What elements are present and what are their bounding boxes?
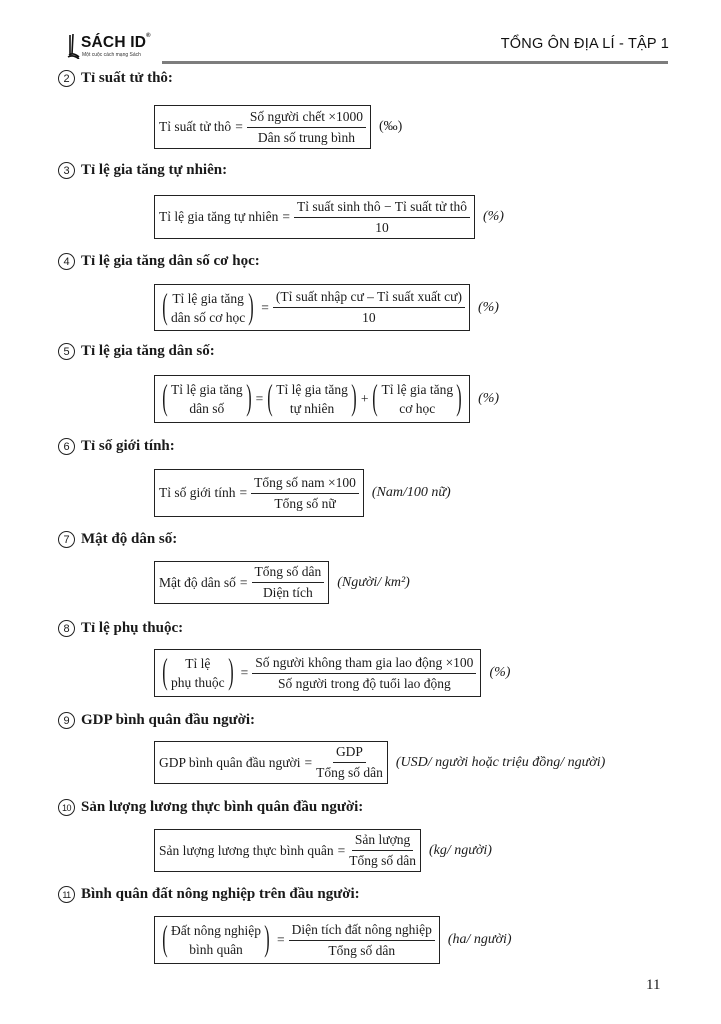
section-number: 5 bbox=[58, 343, 75, 360]
equals-sign: = bbox=[277, 932, 285, 947]
equals-sign: = bbox=[235, 119, 243, 134]
term-natural: ( Tỉ lệ gia tăng tự nhiên ) bbox=[267, 377, 357, 417]
numerator: Sản lượng bbox=[352, 832, 413, 851]
fraction bbox=[273, 289, 465, 326]
formula-lhs: Tỉ số giới tính bbox=[159, 485, 236, 500]
fraction bbox=[316, 744, 383, 781]
section-title: Bình quân đất nông nghiệp trên đầu người: bbox=[81, 886, 360, 902]
equals-sign: = bbox=[304, 754, 313, 770]
section-title: Tỉ lệ phụ thuộc: bbox=[81, 620, 184, 636]
term-line-1: Tỉ lệ gia tăng bbox=[381, 382, 454, 397]
numerator: Diện tích đất nông nghiệp bbox=[289, 922, 435, 941]
denominator: 10 bbox=[362, 310, 376, 325]
section-title: Tỉ lệ gia tăng dân số cơ học: bbox=[81, 253, 260, 269]
denominator: 10 bbox=[375, 219, 389, 235]
lhs-group: ( Tỉ lệ gia tăng dân số ) bbox=[162, 377, 252, 417]
fraction bbox=[247, 109, 366, 146]
unit-label: (%) bbox=[477, 299, 499, 315]
section-number: 10 bbox=[58, 799, 75, 816]
fraction bbox=[349, 832, 416, 869]
section-title: Sản lượng lương thực bình quân đầu người: bbox=[81, 799, 364, 815]
lhs-line-2: phụ thuộc bbox=[171, 675, 225, 690]
lhs-line-2: dân số bbox=[189, 401, 225, 416]
equals-sign: = bbox=[255, 391, 264, 406]
book-title: TỔNG ÔN ĐỊA LÍ - TẬP 1 bbox=[500, 36, 669, 52]
section-sex-ratio bbox=[58, 438, 175, 455]
book-logo-icon bbox=[66, 33, 80, 59]
section-natural-growth-rate bbox=[58, 162, 227, 179]
numerator: Số người không tham gia lao động ×100 bbox=[252, 655, 476, 674]
formula-population-density bbox=[154, 561, 410, 604]
numerator: Tổng số nam ×100 bbox=[251, 475, 359, 494]
formula-population-growth-rate bbox=[154, 375, 499, 423]
section-title: Tỉ suất tử thô: bbox=[81, 70, 173, 86]
lhs-group: ( Tỉ lệ gia tăng dân số cơ học ) bbox=[162, 285, 254, 326]
numerator: (Tỉ suất nhập cư – Tỉ suất xuất cư) bbox=[273, 289, 465, 308]
formula-natural-growth-rate bbox=[154, 195, 504, 239]
publisher-logo bbox=[66, 33, 166, 61]
section-dependency-ratio bbox=[58, 620, 183, 637]
term-line-2: tự nhiên bbox=[289, 401, 335, 416]
equals-sign: = bbox=[261, 299, 269, 315]
formula-dependency-ratio bbox=[154, 649, 510, 697]
header-divider bbox=[162, 61, 668, 64]
fraction bbox=[252, 564, 325, 601]
lhs-line-1: Tỉ lệ bbox=[185, 656, 211, 671]
formula-farmland-per-capita bbox=[154, 916, 512, 964]
numerator: Số người chết ×1000 bbox=[247, 109, 366, 128]
section-number: 7 bbox=[58, 531, 75, 548]
numerator: Tổng số dân bbox=[252, 564, 325, 583]
section-title: GDP bình quân đầu người: bbox=[81, 712, 256, 728]
denominator: Tổng số dân bbox=[316, 765, 383, 780]
brand-tagline: Một cuộc cách mạng Sách bbox=[82, 52, 141, 58]
plus-sign: + bbox=[360, 391, 369, 406]
section-crude-death-rate bbox=[58, 70, 173, 87]
section-food-output-per-capita bbox=[58, 799, 363, 816]
numerator: Tỉ suất sinh thô − Tỉ suất tử thô bbox=[294, 199, 470, 218]
fraction bbox=[252, 655, 476, 692]
formula-food-output-per-capita bbox=[154, 829, 492, 872]
lhs-line-2: bình quân bbox=[189, 942, 243, 957]
brand-name: SÁCH ID® bbox=[81, 33, 151, 51]
formula-migration-growth-rate bbox=[154, 284, 499, 331]
fraction bbox=[251, 475, 359, 512]
unit-label: (kg/ người) bbox=[428, 842, 492, 858]
formula-lhs: Mật độ dân số bbox=[159, 574, 236, 590]
lhs-line-1: Tỉ lệ gia tăng bbox=[171, 382, 243, 397]
term-migration: ( Tỉ lệ gia tăng cơ học ) bbox=[372, 377, 462, 417]
section-number: 9 bbox=[58, 712, 75, 729]
formula-lhs: Tỉ lệ gia tăng tự nhiên bbox=[159, 209, 279, 224]
formula-gdp-per-capita bbox=[154, 741, 605, 784]
fraction bbox=[289, 922, 435, 959]
unit-label: (ha/ người) bbox=[447, 932, 512, 947]
unit-label: (%) bbox=[482, 209, 504, 224]
section-number: 2 bbox=[58, 70, 75, 87]
section-number: 6 bbox=[58, 438, 75, 455]
numerator: GDP bbox=[333, 744, 366, 763]
equals-sign: = bbox=[239, 485, 248, 500]
section-population-density bbox=[58, 531, 177, 548]
denominator: Diện tích bbox=[262, 585, 313, 600]
equals-sign: = bbox=[282, 209, 291, 224]
denominator: Số người trong độ tuổi lao động bbox=[277, 675, 451, 691]
unit-label: (USD/ người hoặc triệu đồng/ người) bbox=[395, 754, 606, 770]
section-farmland-per-capita bbox=[58, 886, 360, 903]
section-population-growth-rate bbox=[58, 343, 215, 360]
section-number: 8 bbox=[58, 620, 75, 637]
fraction bbox=[294, 199, 470, 236]
equals-sign: = bbox=[240, 665, 249, 680]
lhs-group: ( Đất nông nghiệp bình quân ) bbox=[162, 918, 270, 958]
lhs-line-2: dân số cơ học bbox=[171, 309, 246, 325]
term-line-2: cơ học bbox=[399, 401, 436, 416]
formula-lhs: Tỉ suất tử thô bbox=[159, 119, 232, 134]
unit-label: (Người/ km²) bbox=[337, 574, 410, 590]
denominator: Tổng số nữ bbox=[274, 495, 336, 511]
page-number: 11 bbox=[646, 977, 661, 993]
equals-sign: = bbox=[239, 574, 248, 590]
section-title: Tỉ lệ gia tăng tự nhiên: bbox=[81, 162, 228, 178]
denominator: Tổng số dân bbox=[349, 853, 416, 868]
section-number: 3 bbox=[58, 162, 75, 179]
denominator: Dân số trung bình bbox=[257, 129, 355, 145]
section-number: 11 bbox=[58, 886, 75, 903]
section-title: Tỉ số giới tính: bbox=[81, 438, 175, 454]
formula-crude-death-rate bbox=[154, 105, 402, 149]
section-title: Mật độ dân số: bbox=[81, 531, 178, 547]
lhs-line-1: Tỉ lệ gia tăng bbox=[172, 290, 244, 306]
unit-label: (Nam/100 nữ) bbox=[371, 485, 451, 500]
denominator: Tổng số dân bbox=[328, 942, 396, 958]
section-gdp-per-capita bbox=[58, 712, 255, 729]
term-line-1: Tỉ lệ gia tăng bbox=[276, 382, 348, 397]
section-number: 4 bbox=[58, 253, 75, 270]
unit-label: (‰) bbox=[379, 119, 403, 134]
unit-label: (%) bbox=[478, 391, 500, 406]
lhs-group: ( Tỉ lệ phụ thuộc ) bbox=[162, 651, 234, 691]
lhs-line-1: Đất nông nghiệp bbox=[171, 923, 261, 938]
formula-lhs: Sản lượng lương thực bình quân bbox=[159, 842, 334, 858]
formula-lhs: GDP bình quân đầu người bbox=[159, 754, 301, 770]
unit-label: (%) bbox=[489, 665, 511, 680]
formula-sex-ratio bbox=[154, 469, 451, 517]
section-migration-growth-rate bbox=[58, 253, 260, 270]
section-title: Tỉ lệ gia tăng dân số: bbox=[81, 343, 215, 359]
equals-sign: = bbox=[337, 842, 346, 858]
